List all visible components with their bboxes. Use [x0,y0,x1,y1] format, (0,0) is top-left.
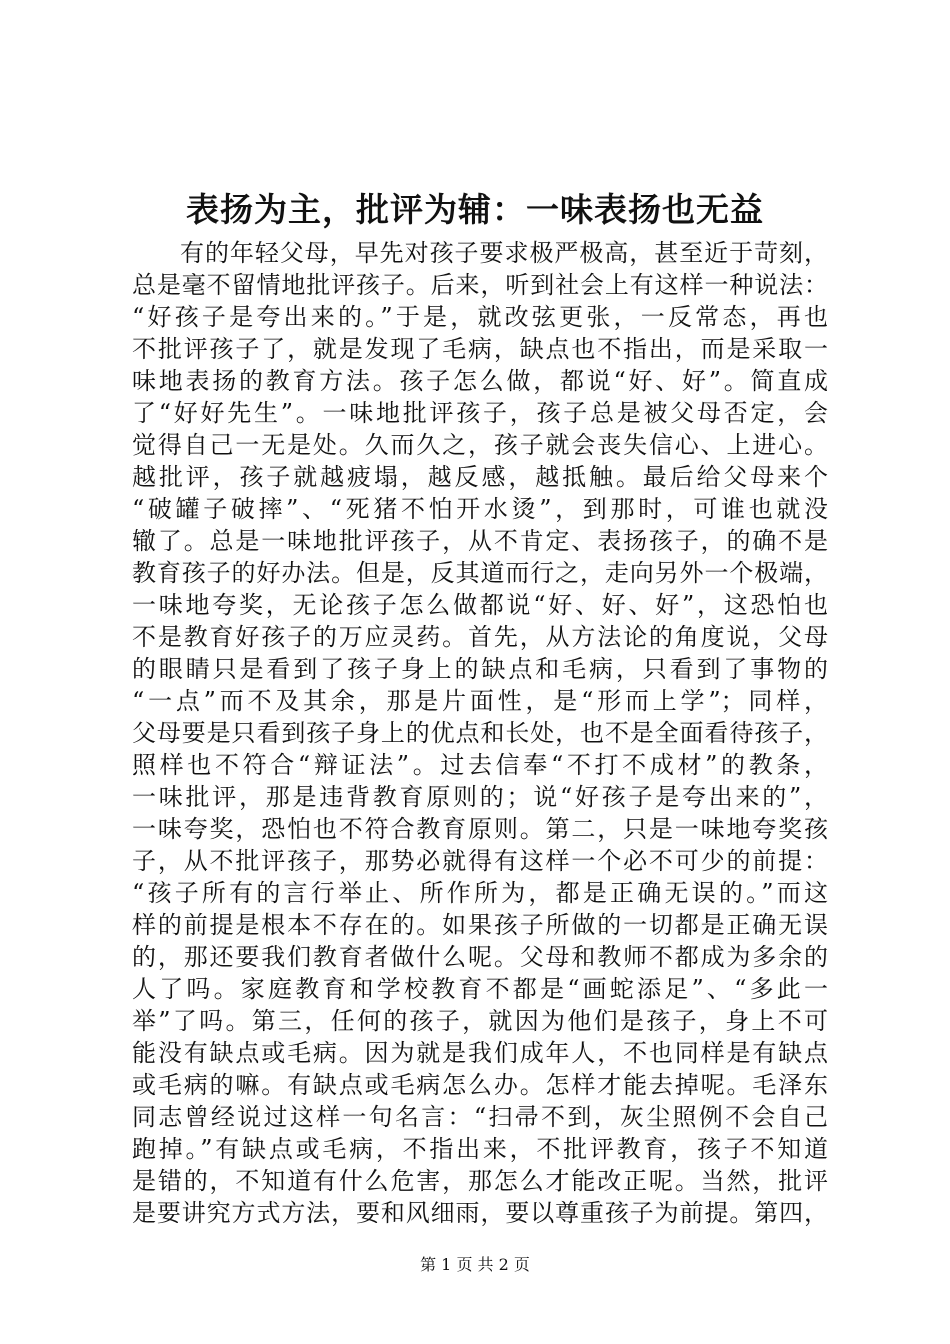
body-text-line: “孩子所有的言行举止、所作所为，都是正确无误的。”而这 [132,879,828,907]
body-text-line: 了“好好先生”。一味地批评孩子，孩子总是被父母否定，会 [132,399,828,427]
body-text-line: 是要讲究方式方法，要和风细雨，要以尊重孩子为前提。第四， [132,1199,828,1227]
body-text-line: 子，从不批评孩子，那势必就得有这样一个必不可少的前提： [132,847,828,875]
body-text-line: 辙了。总是一味地批评孩子，从不肯定、表扬孩子，的确不是 [132,527,828,555]
body-text-line: “破罐子破摔”、“死猪不怕开水烫”，到那时，可谁也就没 [132,495,828,523]
document-body [132,237,828,1229]
body-text-line: 有的年轻父母，早先对孩子要求极严极高，甚至近于苛刻， [180,239,828,267]
body-text-line: 父母要是只看到孩子身上的优点和长处，也不是全面看待孩子， [132,719,828,747]
body-text-line: 的，那还要我们教育者做什么呢。父母和教师不都成为多余的 [132,943,828,971]
body-text-line: 人了吗。家庭教育和学校教育不都是“画蛇添足”、“多此一 [132,975,828,1003]
body-text-line: 总是毫不留情地批评孩子。后来，听到社会上有这样一种说法： [132,271,828,299]
body-text-line: “好孩子是夸出来的。”于是，就改弦更张，一反常态，再也 [132,303,828,331]
body-text-line: 一味地夸奖，无论孩子怎么做都说“好、好、好”，这恐怕也 [132,591,828,619]
body-text-line: 不批评孩子了，就是发现了毛病，缺点也不指出，而是采取一 [132,335,828,363]
body-text-line: 能没有缺点或毛病。因为就是我们成年人，不也同样是有缺点 [132,1039,828,1067]
body-text-line: 的眼睛只是看到了孩子身上的缺点和毛病，只看到了事物的 [132,655,828,683]
body-text-line: 跑掉。”有缺点或毛病，不指出来，不批评教育，孩子不知道 [132,1135,828,1163]
body-text-line: “一点”而不及其余，那是片面性，是“形而上学”；同样， [132,687,828,715]
body-text-line: 举”了吗。第三，任何的孩子，就因为他们是孩子，身上不可 [132,1007,828,1035]
body-text-line: 样的前提是根本不存在的。如果孩子所做的一切都是正确无误 [132,911,828,939]
body-text-line: 照样也不符合“辩证法”。过去信奉“不打不成材”的教条， [132,751,828,779]
body-text-line: 一味夸奖，恐怕也不符合教育原则。第二，只是一味地夸奖孩 [132,815,828,843]
body-text-line: 味地表扬的教育方法。孩子怎么做，都说“好、好”。简直成 [132,367,828,395]
body-text-line: 或毛病的嘛。有缺点或毛病怎么办。怎样才能去掉呢。毛泽东 [132,1071,828,1099]
document-title: 表扬为主，批评为辅：一味表扬也无益 [186,190,764,229]
body-text-line: 教育孩子的好办法。但是，反其道而行之，走向另外一个极端， [132,559,828,587]
body-text-line: 是错的，不知道有什么危害，那怎么才能改正呢。当然，批评 [132,1167,828,1195]
body-text-line: 一味批评，那是违背教育原则的；说“好孩子是夸出来的”， [132,783,828,811]
page-number: 第 1 页 共 2 页 [420,1255,530,1274]
body-text-line: 同志曾经说过这样一句名言：“扫帚不到，灰尘照例不会自己 [132,1103,828,1131]
body-text-line: 不是教育好孩子的万应灵药。首先，从方法论的角度说，父母 [132,623,828,651]
body-text-line: 觉得自己一无是处。久而久之，孩子就会丧失信心、上进心。 [132,431,828,459]
body-text-line: 越批评，孩子就越疲塌，越反感，越抵触。最后给父母来个 [132,463,828,491]
